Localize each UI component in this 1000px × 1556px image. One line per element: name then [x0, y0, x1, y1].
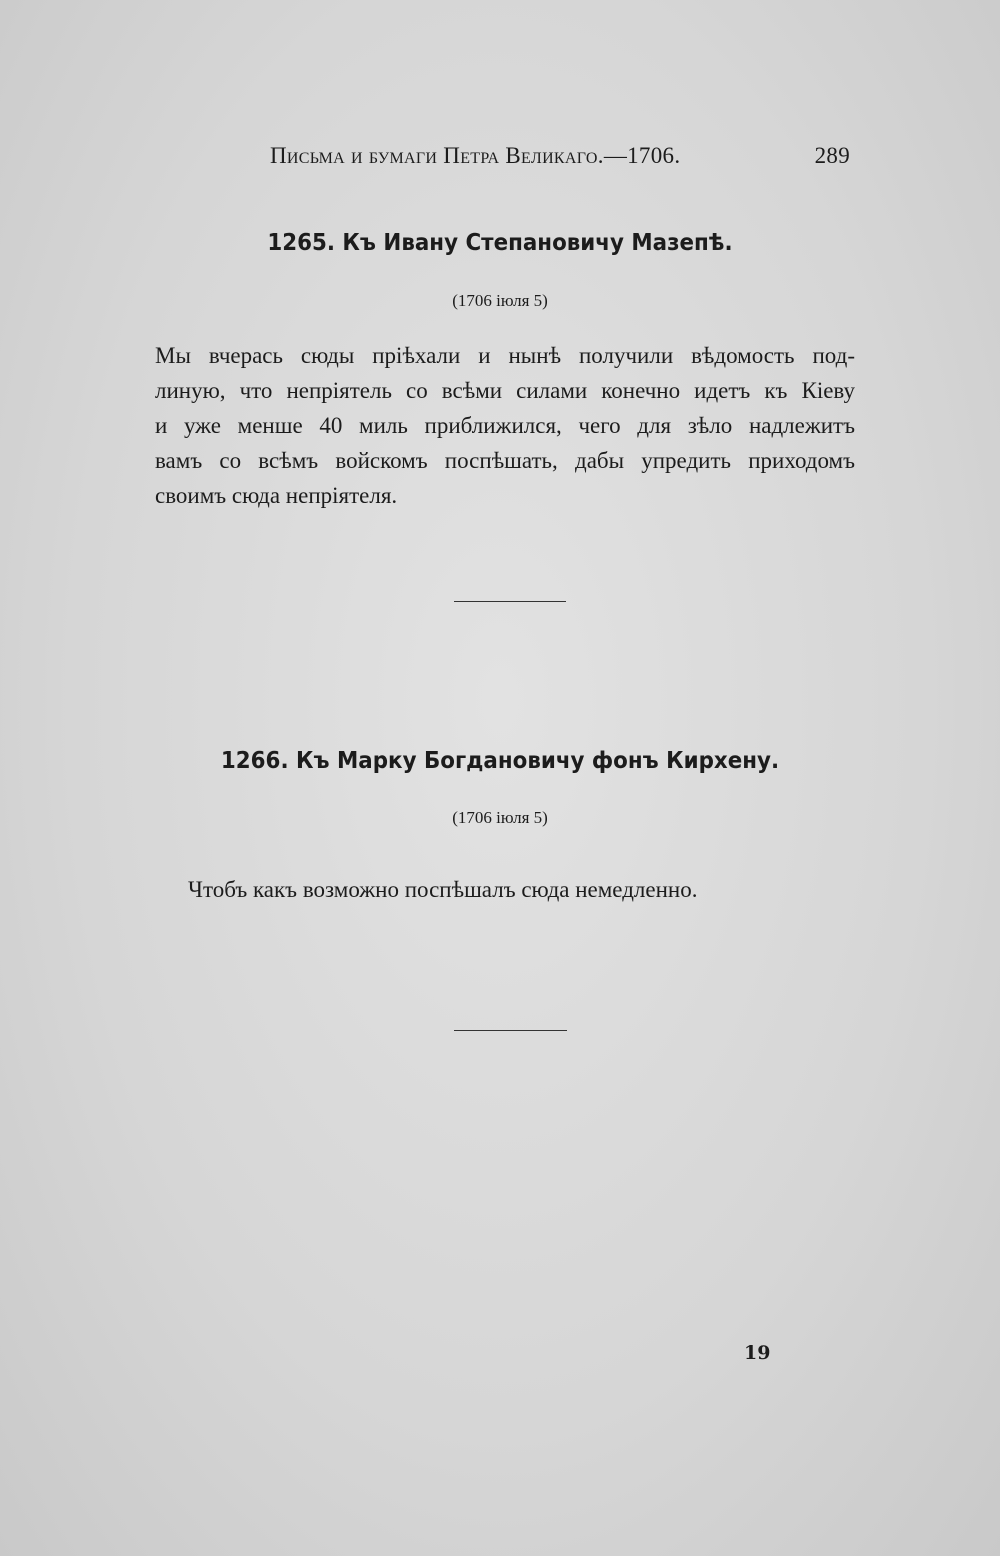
page-number: 289	[814, 143, 850, 168]
letter-body-line: и уже менше 40 миль приближился, чего для зѣло надлежитъ	[155, 413, 855, 438]
letter-body	[155, 338, 855, 513]
running-head	[270, 143, 850, 173]
letter-date: (1706 іюля 5)	[452, 291, 548, 310]
letter-body-line: Мы вчерась сюды пріѣхали и нынѣ получили вѣдомость под-	[155, 343, 855, 368]
signature-mark: 19	[744, 1342, 771, 1364]
letter-body-line: своимъ сюда непріятеля.	[155, 483, 398, 508]
letter-body-line: Чтобъ какъ возможно поспѣшалъ сюда немедленно.	[188, 877, 698, 902]
letter-heading: 1265. Къ Ивану Степановичу Мазепѣ.	[267, 230, 733, 256]
letter-body-line: вамъ со всѣмъ войскомъ поспѣшать, дабы упредить приходомъ	[155, 448, 855, 473]
section-divider	[454, 601, 566, 602]
letter-body	[188, 872, 888, 907]
section-divider	[454, 1030, 567, 1031]
letter-date: (1706 іюля 5)	[452, 808, 548, 827]
letter-heading: 1266. Къ Марку Богдановичу фонъ Кирхену.	[220, 748, 780, 774]
letter-body-line: линую, что непріятель со всѣми силами конечно идетъ къ Кіеву	[155, 378, 855, 403]
running-head-title: Письма и бумаги Петра Великаго.—1706.	[270, 143, 681, 168]
